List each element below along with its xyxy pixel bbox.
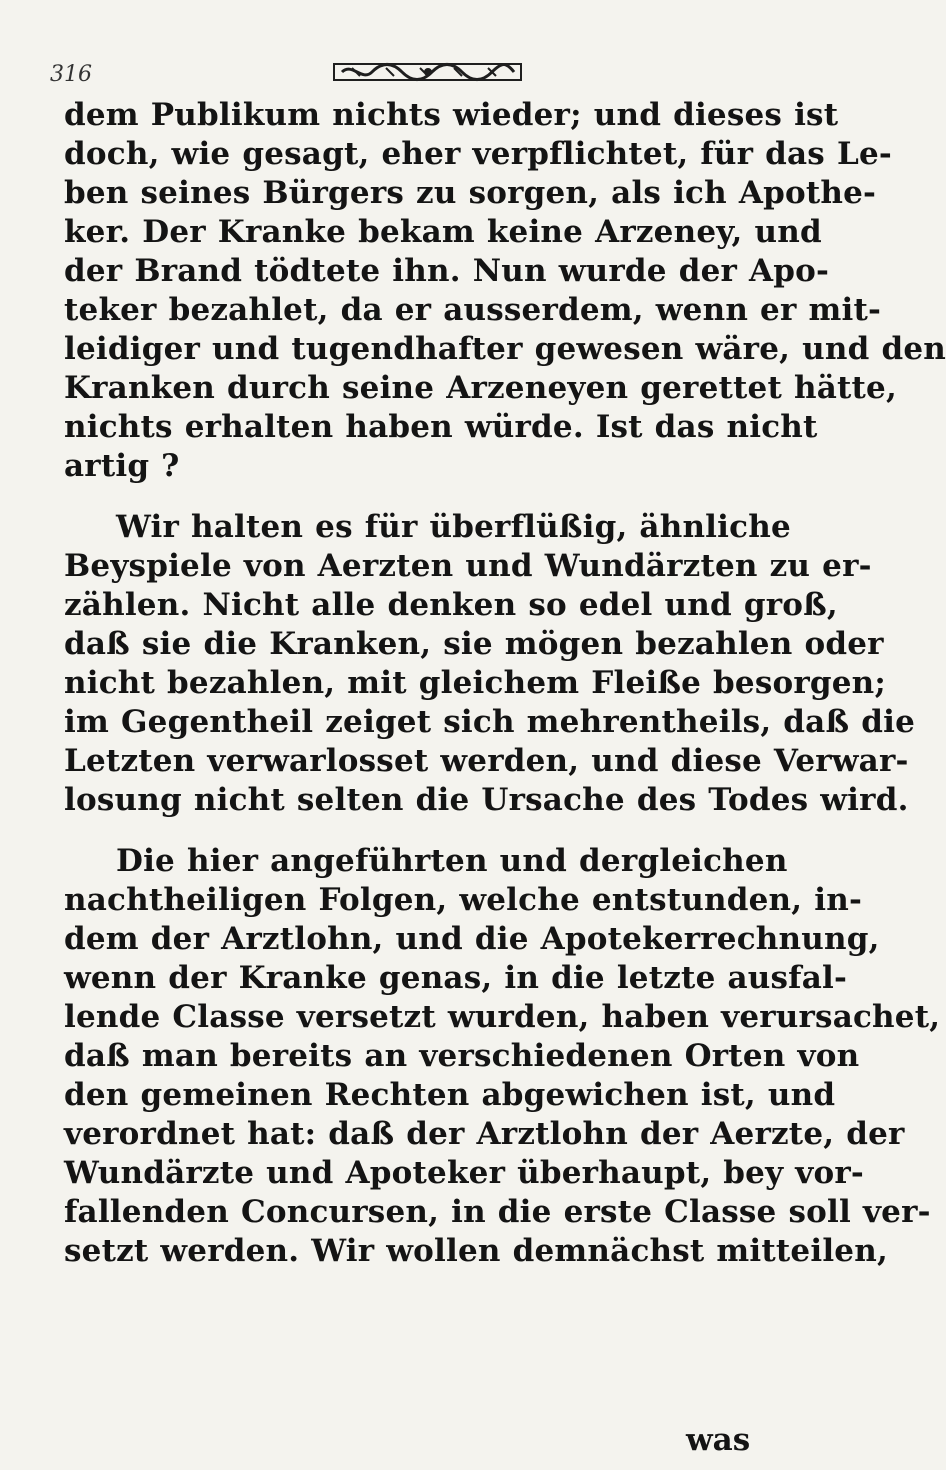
text-line: zählen. Nicht alle denken so edel und groß, bbox=[64, 587, 838, 623]
text-line: ben seines Bürgers zu sorgen, als ich Apothe- bbox=[64, 175, 877, 211]
text-line: Kranken durch seine Arzeneyen gerettet hätte, bbox=[64, 370, 897, 406]
text-line: setzt werden. Wir wollen demnächst mitteilen, bbox=[64, 1233, 888, 1269]
text-line: den gemeinen Rechten abgewichen ist, und bbox=[64, 1077, 836, 1113]
text-line: losung nicht selten die Ursache des Todes wird. bbox=[64, 782, 909, 818]
text-line: dem Publikum nichts wieder; und dieses ist bbox=[64, 97, 839, 133]
text-line: nicht bezahlen, mit gleichem Fleiße besorgen; bbox=[64, 665, 887, 701]
text-line: dem der Arztlohn, und die Apotekerrechnung, bbox=[64, 921, 880, 957]
text-line: im Gegentheil zeiget sich mehrentheils, daß die bbox=[64, 704, 915, 740]
text-line: doch, wie gesagt, eher verpflichtet, für das Le- bbox=[64, 136, 892, 172]
text-block bbox=[64, 96, 946, 1271]
paragraph-gap bbox=[64, 486, 764, 508]
text-line: Wir halten es für überflüßig, ähnliche bbox=[116, 509, 791, 545]
text-line: leidiger und tugendhafter gewesen wäre, und den bbox=[64, 331, 946, 367]
text-line: Die hier angeführten und dergleichen bbox=[116, 843, 788, 879]
page-number: 316 bbox=[50, 62, 92, 87]
text-line: Wundärzte und Apoteker überhaupt, bey vor- bbox=[64, 1155, 864, 1191]
text-line: daß man bereits an verschiedenen Orten von bbox=[64, 1038, 860, 1074]
text-line: verordnet hat: daß der Arztlohn der Aerzte, der bbox=[64, 1116, 905, 1152]
text-line: der Brand tödtete ihn. Nun wurde der Apo- bbox=[64, 253, 830, 289]
text-line: nachtheiligen Folgen, welche entstunden, in- bbox=[64, 882, 863, 918]
text-line: lende Classe versetzt wurden, haben verursachet, bbox=[64, 999, 941, 1035]
catchword: was bbox=[686, 1422, 751, 1458]
ornament-icon bbox=[330, 60, 525, 84]
text-line: wenn der Kranke genas, in die letzte ausfal- bbox=[64, 960, 848, 996]
text-line: ker. Der Kranke bekam keine Arzeney, und bbox=[64, 214, 822, 250]
text-line: Beyspiele von Aerzten und Wundärzten zu er- bbox=[64, 548, 872, 584]
text-line: daß sie die Kranken, sie mögen bezahlen oder bbox=[64, 626, 884, 662]
text-line: teker bezahlet, da er ausserdem, wenn er mit- bbox=[64, 292, 882, 328]
text-line: fallenden Concursen, in die erste Classe soll ver- bbox=[64, 1194, 931, 1230]
text-line: nichts erhalten haben würde. Ist das nicht bbox=[64, 409, 818, 445]
paragraph-gap bbox=[64, 820, 764, 842]
text-line: Letzten verwarlosset werden, und diese Verwar- bbox=[64, 743, 909, 779]
text-line: artig ? bbox=[64, 448, 180, 484]
